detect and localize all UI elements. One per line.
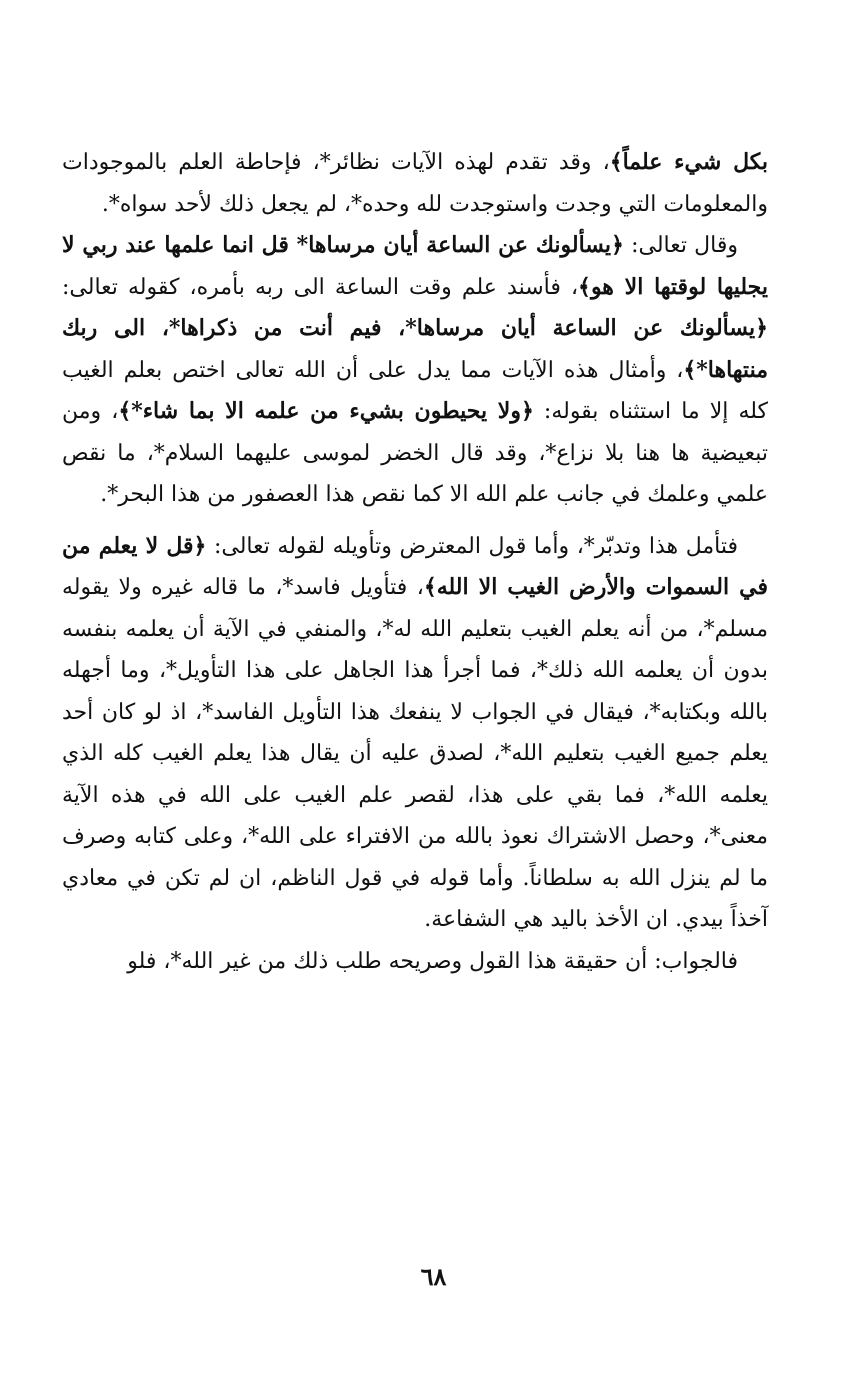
paragraph-1 [62, 142, 768, 225]
paragraph-text: ، فأسند علم وقت الساعة الى ربه بأمره، كقوله تعالى: [62, 274, 579, 300]
paragraph-text: فالجواب: أن حقيقة هذا القول وصريحه طلب ذلك من غير الله*، فلو [127, 948, 738, 974]
paragraph-text: فتأمل هذا وتدبّر*، وأما قول المعترض وتأويله لقوله تعالى: [206, 533, 738, 559]
paragraph-text: وقال تعالى: [623, 233, 738, 258]
paragraph-2 [62, 225, 768, 516]
page-body [62, 142, 768, 982]
paragraph-text: ، وقد تقدم لهذه الآيات نظائر*، فإحاطة العلم بالموجودات والمعلومات التي وجدت واستوجدت لله وحده*، لم يجعل ذلك لأحد سواه*. [62, 150, 768, 217]
quran-verse: ﴿ولا يحيطون بشيء من علمه الا بما شاء*﴾ [118, 398, 534, 424]
paragraph-text: ، فتأويل فاسد*، ما قاله غيره ولا يقوله مسلم*، من أنه يعلم الغيب بتعليم الله له*، والمنفي في الآية أن يعلمه بنفسه بدون أن يعلمه الله ذلك*، فما أجرأ هذا الجاهل على هذا التأويل*، وما أجهله بالله وبكتابه*، فيقال في الجواب لا ينفعك هذا التأويل الفاسد*، اذ لو كان أحد يعلم جميع الغيب بتعليم الله*، لصدق عليه أن يقال هذا يعلم الغيب كله الذي يعلمه الله*، فما بقي على هذا، لقصر علم الغيب على الله في هذه الآية معنى*، وحصل الاشتراك نعوذ بالله من الافتراء على الله*، وعلى كتابه وصرف ما لم ينزل الله به سلطاناً. وأما قوله في قول الناظم، ان لم تكن في معادي آخذاً بيدي. ان الأخذ باليد هي الشفاعة. [62, 575, 768, 932]
paragraph-text: ، ومن تبعيضية ها هنا بلا نزاع*، وقد قال الخضر لموسى عليهما السلام*، ما نقص علمي وعلمك في جانب علم الله الا كما نقص هذا العصفور من هذا البحر*. [62, 399, 768, 507]
page-number: ٦٨ [420, 1262, 447, 1291]
quran-verse: ﴿يسألونك عن الساعة أيان مرساها* قل انما علمها عند ربي لا يجليها لوقتها الا هو﴾ [62, 232, 768, 300]
paragraph-4 [62, 941, 768, 983]
quran-verse: بكل شيء علماً﴾ [609, 149, 768, 175]
quran-verse: ﴿قل لا يعلم من في السموات والأرض الغيب الا الله﴾ [62, 532, 768, 600]
paragraph-text: ، وأمثال هذه الآيات مما يدل على أن الله تعالى اختص بعلم الغيب كله إلا ما استثناه بقوله: [62, 357, 769, 424]
quran-verse: ﴿يسألونك عن الساعة أيان مرساها*، فيم أنت من ذكراها*، الى ربك منتهاها*﴾ [62, 315, 768, 383]
paragraph-3 [62, 526, 768, 941]
